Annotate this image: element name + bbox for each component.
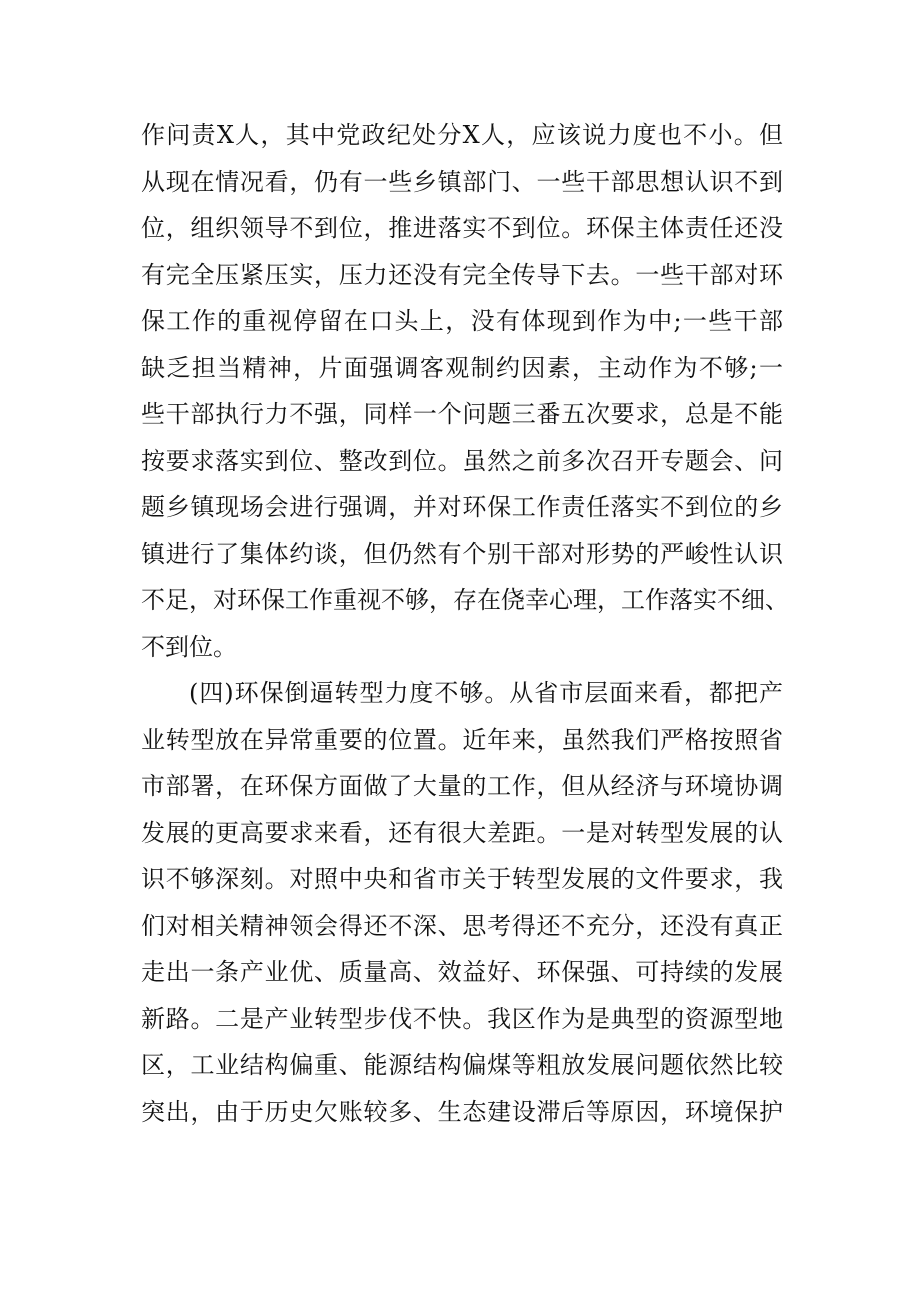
text-line: (四)环保倒逼转型力度不够。从省市层面来看，都把产 [189,679,783,707]
paragraph-2 [141,670,783,1135]
text-line: 作问责X人，其中党政纪处分X人，应该说力度也不小。但 [141,121,783,149]
text-line: 不足，对环保工作重视不够，存在侥幸心理，工作落实不细、 [141,586,789,614]
text-line: 们对相关精神领会得还不深、思考得还不充分，还没有真正 [141,911,783,940]
text-line: 突出，由于历史欠账较多、生态建设滞后等原因，环境保护 [141,1097,783,1126]
document-body [141,112,789,1135]
text-line: 镇进行了集体约谈，但仍然有个别干部对形势的严峻性认识 [141,539,783,568]
text-line: 新路。二是产业转型步伐不快。我区作为是典型的资源型地 [141,1004,783,1033]
paragraph-1 [141,112,789,670]
text-line: 区，工业结构偏重、能源结构偏煤等粗放发展问题依然比较 [141,1051,783,1079]
text-line: 走出一条产业优、质量高、效益好、环保强、可持续的发展 [141,958,783,986]
text-line: 些干部执行力不强，同样一个问题三番五次要求，总是不能 [141,400,783,428]
text-line: 业转型放在异常重要的位置。近年来，虽然我们严格按照省 [141,725,783,754]
text-line: 按要求落实到位、整改到位。虽然之前多次召开专题会、问 [141,446,783,475]
text-line: 缺乏担当精神，片面强调客观制约因素，主动作为不够;一 [141,353,783,382]
text-line: 保工作的重视停留在口头上，没有体现到作为中;一些干部 [141,307,783,335]
text-line: 从现在情况看，仍有一些乡镇部门、一些干部思想认识不到 [141,167,783,196]
text-line: 发展的更高要求来看，还有很大差距。一是对转型发展的认 [141,818,783,847]
text-line: 不到位。 [141,632,237,661]
text-line: 有完全压紧压实，压力还没有完全传导下去。一些干部对环 [141,260,783,289]
text-line: 市部署，在环保方面做了大量的工作，但从经济与环境协调 [141,772,783,800]
text-line: 题乡镇现场会进行强调，并对环保工作责任落实不到位的乡 [141,493,783,521]
text-line: 位，组织领导不到位，推进落实不到位。环保主体责任还没 [141,214,783,242]
text-line: 识不够深刻。对照中央和省市关于转型发展的文件要求，我 [141,865,783,893]
